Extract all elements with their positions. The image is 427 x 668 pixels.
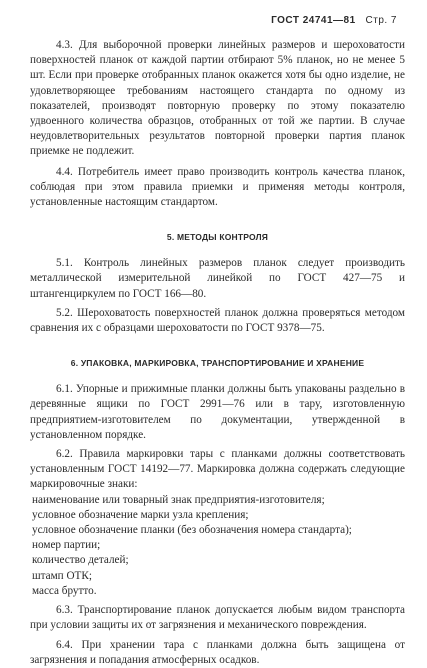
- clause-6-1: 6.1. Упорные и прижимные планки должны быть упакованы раздельно в деревянные ящики по ГОСТ 2991—76 или в тару, изготовленную предприятием-изготовителем по документации, утвержденной в установленном порядке.: [30, 383, 405, 441]
- clause-6-2: 6.2. Правила маркировки тары с планками должны соответствовать установленным ГОСТ 14192—77. Маркировка должна содержать следующие маркировочные знаки:: [30, 448, 405, 491]
- section-5-heading: 5. МЕТОДЫ КОНТРОЛЯ: [166, 232, 269, 243]
- marking-item: штамп ОТК;: [32, 569, 92, 582]
- marking-item: количество деталей;: [32, 554, 129, 567]
- marking-item: номер партии;: [32, 539, 101, 552]
- standard-number: ГОСТ 24741—81: [271, 15, 356, 26]
- marking-item: условное обозначение марки узла крепления;: [32, 508, 249, 521]
- marking-list: [30, 493, 405, 599]
- page-header: [271, 15, 397, 26]
- clause-5-1: 5.1. Контроль линейных размеров планок следует производить металлической измерительной линейкой по ГОСТ 427—75 и штангенциркулем по ГОСТ 166—80.: [30, 257, 405, 300]
- clause-5-2: 5.2. Шероховатость поверхностей планок должна проверяться методом сравнения их с образцами шероховатости по ГОСТ 9378—75.: [30, 306, 405, 335]
- clause-6-3: 6.3. Транспортирование планок допускается любым видом транспорта при условии защиты их от загрязнения и механического повреждения.: [30, 604, 405, 632]
- section-6: [30, 382, 405, 668]
- section-5: [30, 256, 405, 336]
- section-6-heading: 6. УПАКОВКА, МАРКИРОВКА, ТРАНСПОРТИРОВАНИЕ И ХРАНЕНИЕ: [70, 358, 365, 369]
- marking-item: масса брутто.: [32, 584, 97, 597]
- clause-6-4: 6.4. При хранении тара с планками должна быть защищена от загрязнения и попадания атмосферных осадков.: [30, 638, 405, 666]
- clause-4-4: 4.4. Потребитель имеет право производить контроль качества планок, соблюдая при этом правила приемки и применяя методы контроля, установленные настоящим стандартом.: [30, 165, 405, 209]
- marking-item: наименование или товарный знак предприятия-изготовителя;: [32, 493, 325, 506]
- page-number: Стр. 7: [365, 15, 397, 26]
- clause-4-3: 4.3. Для выборочной проверки линейных размеров и шероховатости поверхностей планок от каждой партии отбирают 5% планок, но не менее 5 шт. Если при проверке отобранных планок окажется хотя бы одно изделие, не удовлетворяющее требованиям настоящего стандарта по одному из показателей, производят повторную проверку по этому показателю удвоенного количества образцов, отобранных от той же партии. В случае неудовлетворительных результатов повторной проверки партия планок приемке не подлежит.: [30, 39, 405, 158]
- document-body: [30, 38, 405, 668]
- marking-item: условное обозначение планки (без обозначения номера стандарта);: [32, 524, 352, 537]
